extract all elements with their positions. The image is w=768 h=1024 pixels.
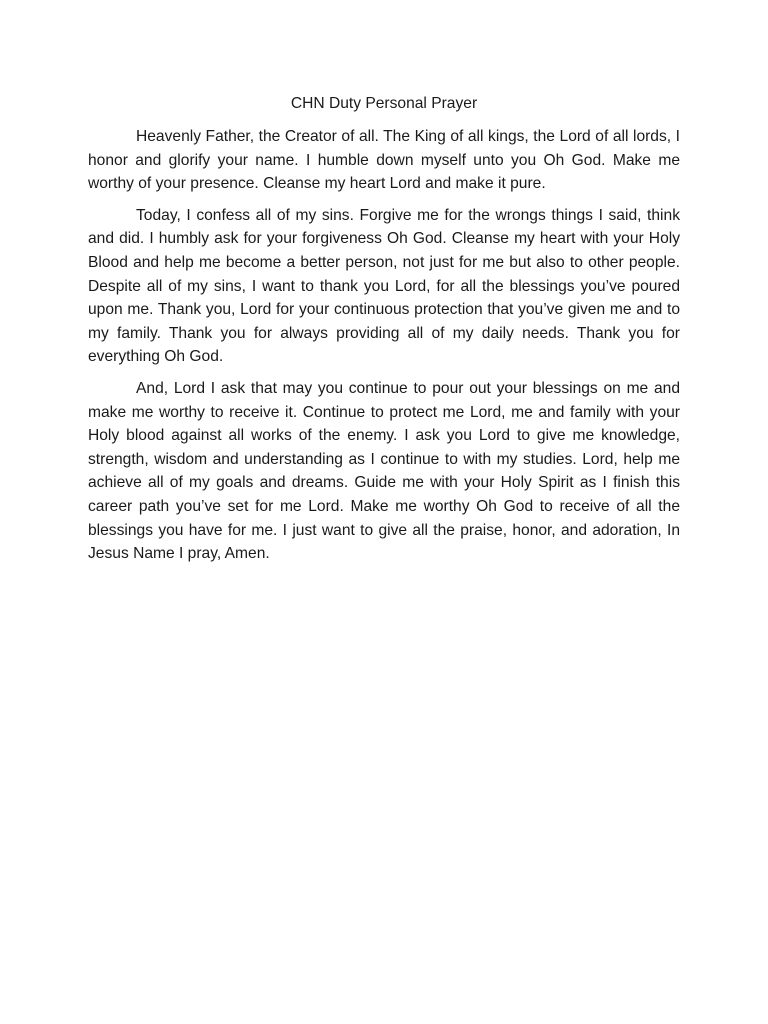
document-title: CHN Duty Personal Prayer bbox=[290, 95, 478, 112]
paragraph-2: Today, I confess all of my sins. Forgive me for the wrongs things I said, think and did. I humbly ask for your forgiveness Oh God. Cleanse my heart with your Holy Blood and help me become a better person, not just for me but also to other people. Despite all of my sins, I want to thank you Lord, for all the blessings you’ve poured upon me. Thank you, Lord for your continuous protection that you’ve given me and to my family. Thank you for always providing all of my daily needs. Thank you for everything Oh God. bbox=[88, 206, 680, 366]
paragraph-3: And, Lord I ask that may you continue to pour out your blessings on me and make me worthy to receive it. Continue to protect me Lord, me and family with your Holy blood against all works of the enemy. I ask you Lord to give me knowledge, strength, wisdom and understanding as I continue to with my studies. Lord, help me achieve all of my goals and dreams. Guide me with your Holy Spirit as I finish this career path you’ve set for me Lord. Make me worthy Oh God to receive of all the blessings you have for me. I just want to give all the praise, honor, and adoration, In Jesus Name I pray, Amen. bbox=[88, 379, 680, 563]
paragraph-1: Heavenly Father, the Creator of all. The King of all kings, the Lord of all lords, I honor and glorify your name. I humble down myself unto you Oh God. Make me worthy of your presence. Cleanse my heart Lord and make it pure. bbox=[88, 128, 680, 193]
